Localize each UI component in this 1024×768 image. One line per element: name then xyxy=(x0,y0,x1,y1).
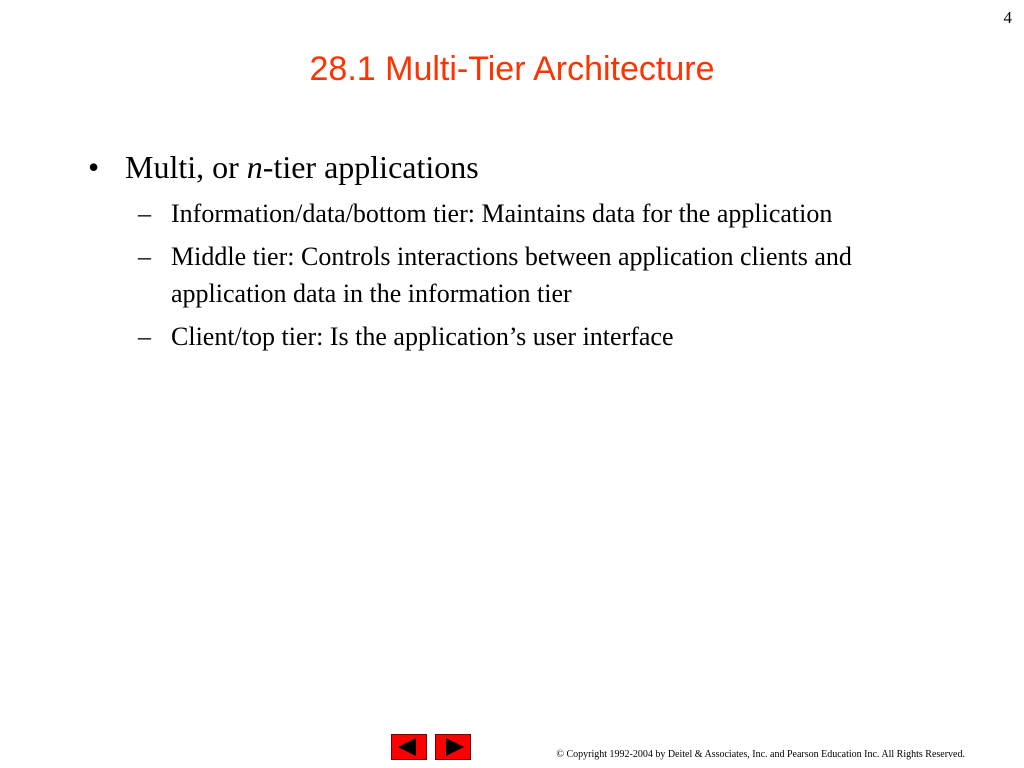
bullet-text-after: -tier applications xyxy=(262,149,479,185)
sub-bullet-text: Client/top tier: Is the application’s user interface xyxy=(171,322,674,351)
previous-slide-button[interactable] xyxy=(391,734,427,760)
sub-bullet-text: Middle tier: Controls interactions between application clients and application data in the information tier xyxy=(171,242,852,308)
slide-content xyxy=(88,147,948,361)
sub-bullet-middle-tier xyxy=(88,238,871,312)
right-arrow-icon xyxy=(438,737,468,757)
next-slide-button[interactable] xyxy=(435,734,471,760)
sub-bullet-data-tier xyxy=(88,195,871,232)
bullet-marker: • xyxy=(88,149,100,185)
bullet-text-before: Multi, or xyxy=(125,149,247,185)
main-bullet xyxy=(88,147,948,187)
slide-navigation xyxy=(391,734,471,760)
sub-bullet-marker: – xyxy=(138,242,151,271)
sub-bullet-marker: – xyxy=(138,199,151,228)
sub-bullet-client-tier xyxy=(88,318,871,355)
sub-bullet-list xyxy=(88,195,948,355)
bullet-text-italic: n xyxy=(246,149,263,185)
slide-title: 28.1 Multi-Tier Architecture xyxy=(309,50,715,88)
left-arrow-icon xyxy=(394,737,424,757)
copyright-footer: © Copyright 1992-2004 by Deitel & Associates, Inc. and Pearson Education Inc. All Rights Reserved. xyxy=(556,749,965,760)
sub-bullet-text: Information/data/bottom tier: Maintains data for the application xyxy=(171,199,833,228)
sub-bullet-marker: – xyxy=(138,322,151,351)
page-number: 4 xyxy=(1003,8,1012,27)
